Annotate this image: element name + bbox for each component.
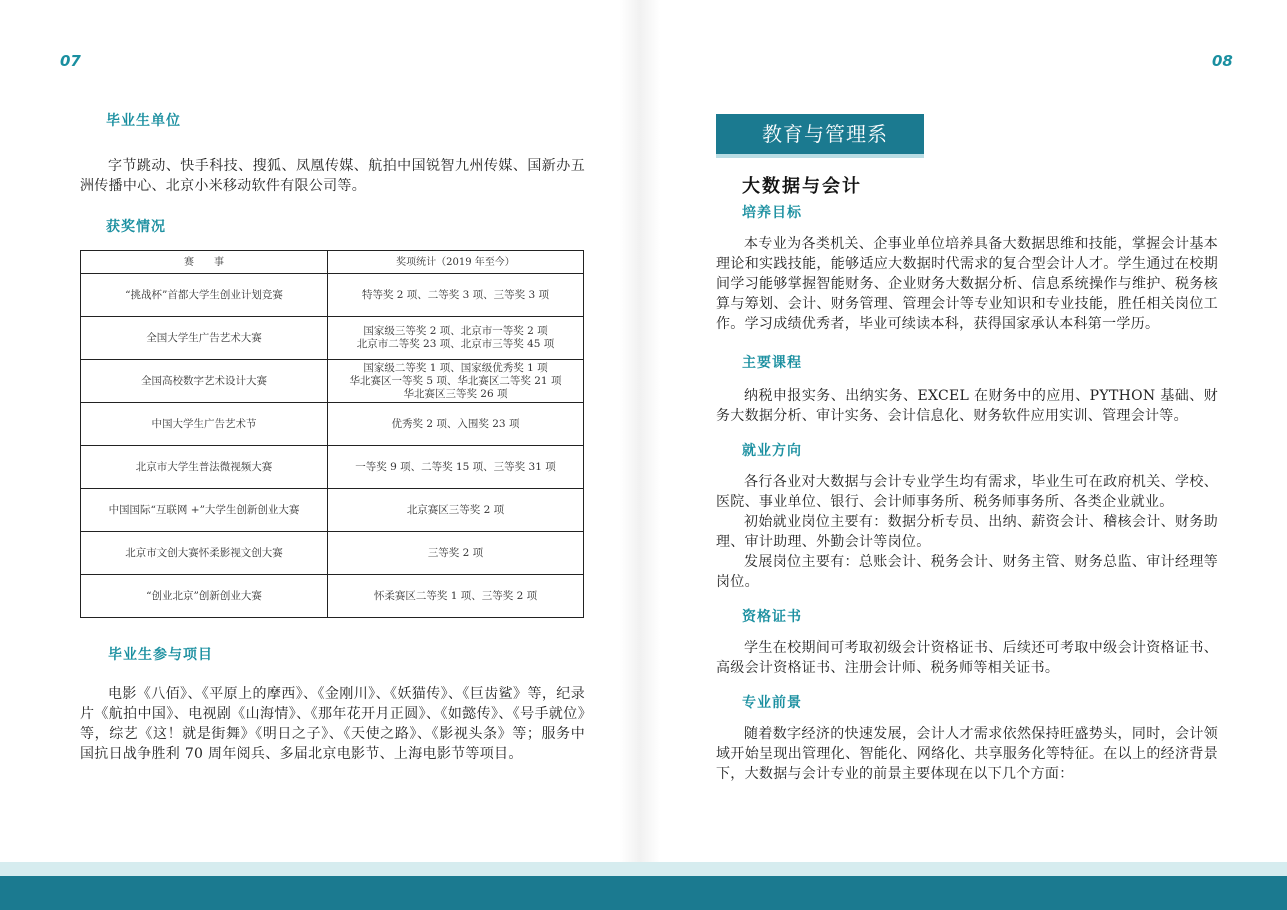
award-event: 中国国际“互联网 +”大学生创新创业大赛	[81, 489, 328, 532]
cert-text: 学生在校期间可考取初级会计资格证书、后续还可考取中级会计资格证书、高级会计资格证书、注册会计师、税务师等相关证书。	[716, 640, 1218, 676]
award-stats	[328, 274, 584, 317]
awards-heading: 获奖情况	[106, 219, 166, 235]
award-stats	[328, 489, 584, 532]
award-stats	[328, 575, 584, 618]
page-gutter	[620, 0, 660, 862]
award-stats	[328, 532, 584, 575]
outlook-heading: 专业前景	[742, 695, 802, 711]
awards-row	[81, 317, 584, 360]
award-event: 全国大学生广告艺术大赛	[81, 317, 328, 360]
courses-text: 纳税申报实务、出纳实务、EXCEL 在财务中的应用、PYTHON 基础、财务大数据分析、审计实务、会计信息化、财务软件应用实训、管理会计等。	[716, 388, 1218, 424]
award-event: 中国大学生广告艺术节	[81, 403, 328, 446]
award-stat-line: 特等奖 2 项、二等奖 3 项、三等奖 3 项	[361, 288, 550, 301]
award-stat-line: 华北赛区三等奖 26 项	[403, 387, 508, 400]
awards-row	[81, 532, 584, 575]
award-stat-line: 国家级三等奖 2 项、北京市一等奖 2 项	[363, 325, 548, 337]
award-event: 全国高校数字艺术设计大赛	[81, 360, 328, 403]
awards-row	[81, 360, 584, 403]
projects-text: 电影《八佰》、《平原上的摩西》、《金刚川》、《妖猫传》、《巨齿鲨》等，纪录片《航拍中国》、电视剧《山海情》、《那年花开月正圆》、《如懿传》、《号手就位》等，综艺《这！就是街舞》《明日之子》、《天使之路》、《影视头条》等；服务中国抗日战争胜利 70 周年阅兵、多届北京电影节、上海电影节等项目。	[80, 686, 585, 762]
award-stat-line: 华北赛区一等奖 5 项、华北赛区二等奖 21 项	[349, 374, 562, 387]
award-stats	[328, 403, 584, 446]
footer-stripe-light	[0, 862, 1287, 876]
award-stat-line: 优秀奖 2 项、入围奖 23 项	[391, 417, 520, 430]
projects-heading: 毕业生参与项目	[108, 647, 213, 663]
goal-text: 本专业为各类机关、企事业单位培养具备大数据思维和技能，掌握会计基本理论和实践技能，能够适应大数据时代需求的复合型会计人才。学生通过在校期间学习能够掌握智能财务、企业财务大数据分析、信息系统操作与维护、税务核算与筹划、会计、财务管理、管理会计等专业知识和专业技能，胜任相关岗位工作。学习成绩优秀者，毕业可续读本科，获得国家承认本科第一学历。	[716, 236, 1218, 332]
career-text-3: 发展岗位主要有：总账会计、税务会计、财务主管、财务总监、审计经理等岗位。	[716, 554, 1218, 590]
page-number-right: 08	[1212, 52, 1233, 70]
award-stat-line: 怀柔赛区二等奖 1 项、三等奖 2 项	[373, 589, 538, 602]
award-event: “挑战杯”首都大学生创业计划竞赛	[81, 274, 328, 317]
courses-heading: 主要课程	[742, 355, 802, 371]
employers-text: 字节跳动、快手科技、搜狐、凤凰传媒、航拍中国锐智九州传媒、国新办五洲传播中心、北京小米移动软件有限公司等。	[80, 158, 585, 194]
awards-row	[81, 446, 584, 489]
awards-col-event: 赛 事	[81, 251, 328, 274]
career-heading: 就业方向	[742, 443, 802, 459]
awards-row	[81, 403, 584, 446]
award-stat-line: 一等奖 9 项、二等奖 15 项、三等奖 31 项	[355, 460, 556, 473]
award-event: 北京市大学生普法微视频大赛	[81, 446, 328, 489]
award-stat-line: 国家级二等奖 1 项、国家级优秀奖 1 项	[363, 361, 548, 374]
awards-row	[81, 274, 584, 317]
cert-heading: 资格证书	[742, 609, 802, 625]
awards-row	[81, 575, 584, 618]
awards-table-body	[81, 274, 584, 618]
left-page	[80, 110, 585, 764]
awards-row	[81, 489, 584, 532]
award-event: “创业北京”创新创业大赛	[81, 575, 328, 618]
awards-col-stats: 奖项统计（2019 年至今）	[328, 251, 584, 274]
award-stats	[328, 360, 584, 403]
awards-table	[80, 250, 584, 618]
page-number-left: 07	[60, 52, 81, 70]
award-stats	[328, 446, 584, 489]
goal-heading: 培养目标	[742, 205, 802, 221]
award-event: 北京市文创大赛怀柔影视文创大赛	[81, 532, 328, 575]
award-stat-line: 三等奖 2 项	[427, 546, 484, 559]
career-text-1: 各行各业对大数据与会计专业学生均有需求，毕业生可在政府机关、学校、医院、事业单位、银行、会计师事务所、税务师事务所、各类企业就业。	[716, 474, 1218, 510]
department-banner: 教育与管理系	[716, 114, 924, 154]
outlook-text: 随着数字经济的快速发展，会计人才需求依然保持旺盛势头，同时，会计领域开始呈现出管理化、智能化、网络化、共享服务化等特征。在以上的经济背景下，大数据与会计专业的前景主要体现在以下几个方面：	[716, 726, 1218, 782]
employers-heading: 毕业生单位	[106, 113, 181, 129]
major-title: 大数据与会计	[742, 176, 862, 197]
award-stats	[328, 317, 584, 360]
award-stat-line: 北京市二等奖 23 项、北京市三等奖 45 项	[356, 338, 555, 350]
career-text-2: 初始就业岗位主要有：数据分析专员、出纳、薪资会计、稽核会计、财务助理、审计助理、外勤会计等岗位。	[716, 514, 1218, 550]
award-stat-line: 北京赛区三等奖 2 项	[406, 503, 505, 516]
footer-stripe-dark	[0, 876, 1287, 910]
right-page	[716, 202, 1218, 784]
